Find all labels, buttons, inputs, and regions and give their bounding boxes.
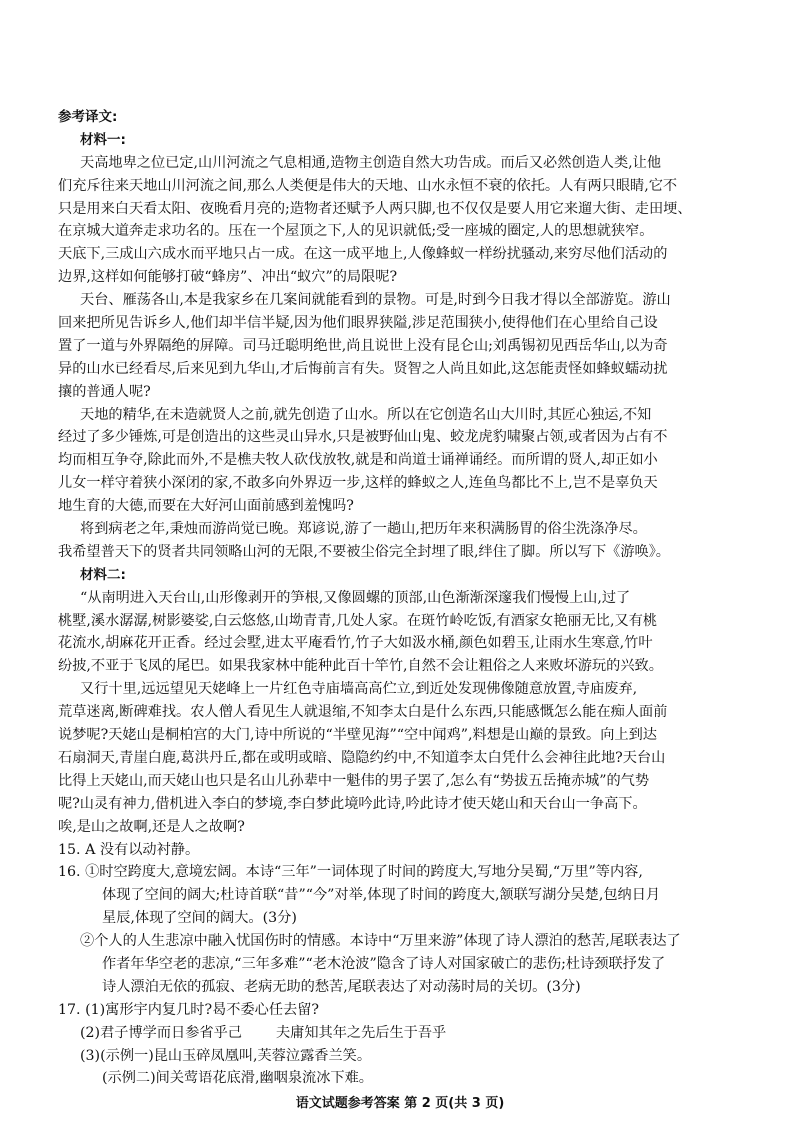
text-line: 花流水,胡麻花开正香。经过会墅,进太平庵看竹,竹子大如汲水桶,颜色如碧玉,让雨水生寒意,竹叶 [58,635,653,652]
answer-16-line: ②个人的人生悲凉中融入忧国伤时的情感。本诗中“万里来游”体现了诗人漂泊的愁苦,尾联表达了 [80,933,681,950]
answer-17-2a: (2)君子博学而日参省乎己 [80,1024,242,1041]
text-line: 天地的精华,在未造就贤人之前,就先创造了山水。所以在它创造名山大川时,其匠心独运,不知 [80,406,652,423]
page-footer: 语文试题参考答案 第 2 页(共 3 页) [295,1096,505,1111]
text-line: 荒草迷离,断碑难找。农人僧人看见生人就退缩,不知李太白是什么东西,只能感慨怎么能在痴人面前 [58,704,668,721]
text-line: 回来把所见告诉乡人,他们却半信半疑,因为他们眼界狭隘,涉足范围狭小,使得他们在心里给自己设 [58,315,658,332]
text-line: 桃墅,溪水潺潺,树影婆娑,白云悠悠,山坳青青,几处人家。在斑竹岭吃饭,有酒家女艳丽无比,又有桃 [58,612,658,629]
text-line: 石扇洞天,青崖白鹿,葛洪丹丘,都在或明或暗、隐隐约约中,不知道李太白凭什么会神往此地?天台山 [58,749,666,766]
text-line: 说梦呢?天姥山是桐柏宫的大门,诗中所说的“半壁见海”“空中闻鸡”,料想是山巅的景致。向上到达 [58,727,657,744]
answer-16-line: 16. ①时空跨度大,意境宏阔。本诗“三年”一词体现了时间的跨度大,写地分吴蜀,“万里”等内容, [58,864,643,881]
text-line: 均而相互争夺,除此而外,不是樵夫牧人砍伐放牧,就是和尚道士诵禅诵经。而所谓的贤人,却正如小 [58,452,658,469]
text-line: “从南明进入天台山,山形像剥开的笋根,又像圆螺的顶部,山色渐渐深邃我们慢慢上山,过了 [80,589,631,606]
material-1-title: 材料一: [80,131,126,148]
text-line: 呢?山灵有神力,借机进入李白的梦境,李白梦此境吟此诗,吟此诗才使天姥山和天台山一争高下。 [58,795,647,812]
text-line: 比得上天姥山,而天姥山也只是名山儿孙辈中一魁伟的男子罢了,怎么有“势拔五岳掩赤城”的气势 [58,772,650,789]
text-line: 攘的普通人呢? [58,383,151,400]
answer-16-line: 体现了空间的阔大;杜诗首联“昔”“今”对举,体现了时间的跨度大,颔联写湖分吴楚,包纳日月 [102,887,661,904]
answer-16-line: 作者年华空老的悲凉,“三年多难”“老木沧波”隐含了诗人对国家破亡的悲伤;杜诗颈联抒发了 [102,955,666,972]
material-2-title: 材料二: [80,566,126,583]
text-line: 置了一道与外界隔绝的屏障。司马迁聪明绝世,尚且说世上没有昆仑山;刘禹锡初见西岳华山,以为奇 [58,337,668,354]
text-line: 天高地卑之位已定,山川河流之气息相通,造物主创造自然大功告成。而后又必然创造人类,让他 [80,154,662,171]
text-line: 天台、雁荡各山,本是我家乡在几案间就能看到的景物。可是,时到今日我才得以全部游览。游山 [80,292,671,309]
page-body [58,106,748,1090]
text-line: 唉,是山之故啊,还是人之故啊? [58,818,245,835]
text-line: 地生育的大德,而要在大好河山面前感到羞愧吗? [58,498,354,515]
text-line: 将到病老之年,秉烛而游尚觉已晚。郑谚说,游了一趟山,把历年来积满肠胃的俗尘洗涤净尽。 [80,521,647,538]
answer-15: 15. A 没有以动衬静。 [58,841,200,858]
text-line: 边界,这样如何能够打破“蜂房”、冲出“蚁穴”的局限呢? [58,269,398,286]
answer-17-line: (示例二)间关莺语花底滑,幽咽泉流冰下难。 [102,1070,373,1087]
text-line: 异的山水已经看尽,后来见到九华山,才后悔前言有失。贤智之人尚且如此,这怎能责怪如蜂蚁蠕动扰 [58,360,668,377]
text-line: 又行十里,远远望见天姥峰上一片红色寺庙墙高高伫立,到近处发现佛像随意放置,寺庙废弃, [80,681,638,698]
text-line: 经过了多少锤炼,可是创造出的这些灵山异水,只是被野仙山鬼、蛟龙虎豹啸聚占领,或者因为占有不 [58,429,668,446]
answer-17-2b: 夫庸知其年之先后生于吾乎 [275,1024,447,1041]
answer-17-line: 17. (1)寓形宇内复几时?曷不委心任去留? [58,1001,320,1018]
text-line: 天底下,三成山六成水而平地只占一成。在这一成平地上,人像蜂蚁一样纷扰骚动,来穷尽他们活动的 [58,246,668,263]
section-heading: 参考译文: [58,109,118,125]
text-line: 纷披,不亚于飞凤的尾巴。如果我家林中能种此百十竿竹,自然不会让粗俗之人来败坏游玩的兴致。 [58,658,663,675]
text-line: 们充斥往来天地山川河流之间,那么人类便是伟大的天地、山水永恒不衰的依托。人有两只眼睛,它不 [58,177,678,194]
text-line: 只是用来白天看太阳、夜晚看月亮的;造物者还赋予人两只脚,也不仅仅是要人用它来遛大街、走田埂、 [58,200,692,217]
answer-17-line: (3)(示例一)昆山玉碎凤凰叫,芙蓉泣露香兰笑。 [80,1047,372,1064]
text-line: 我希望普天下的贤者共同领略山河的无限,不要被尘俗完全封埋了眼,绊住了脚。所以写下《游唤》。 [58,543,670,560]
answer-16-line: 星辰,体现了空间的阔大。(3分) [102,910,297,927]
text-line: 儿女一样守着狭小深闭的家,不敢多向外界迈一步,这样的蜂蚁之人,连鱼鸟都比不上,岂不是辜负天 [58,475,658,492]
answer-17-line [58,1022,748,1045]
text-line: 在京城大道奔走求功名的。压在一个屋顶之下,人的见识就低;受一座城的圈定,人的思想就狭窄。 [58,223,654,240]
answer-16-line: 诗人漂泊无依的孤寂、老病无助的愁苦,尾联表达了对动荡时局的关切。(3分) [102,978,581,995]
